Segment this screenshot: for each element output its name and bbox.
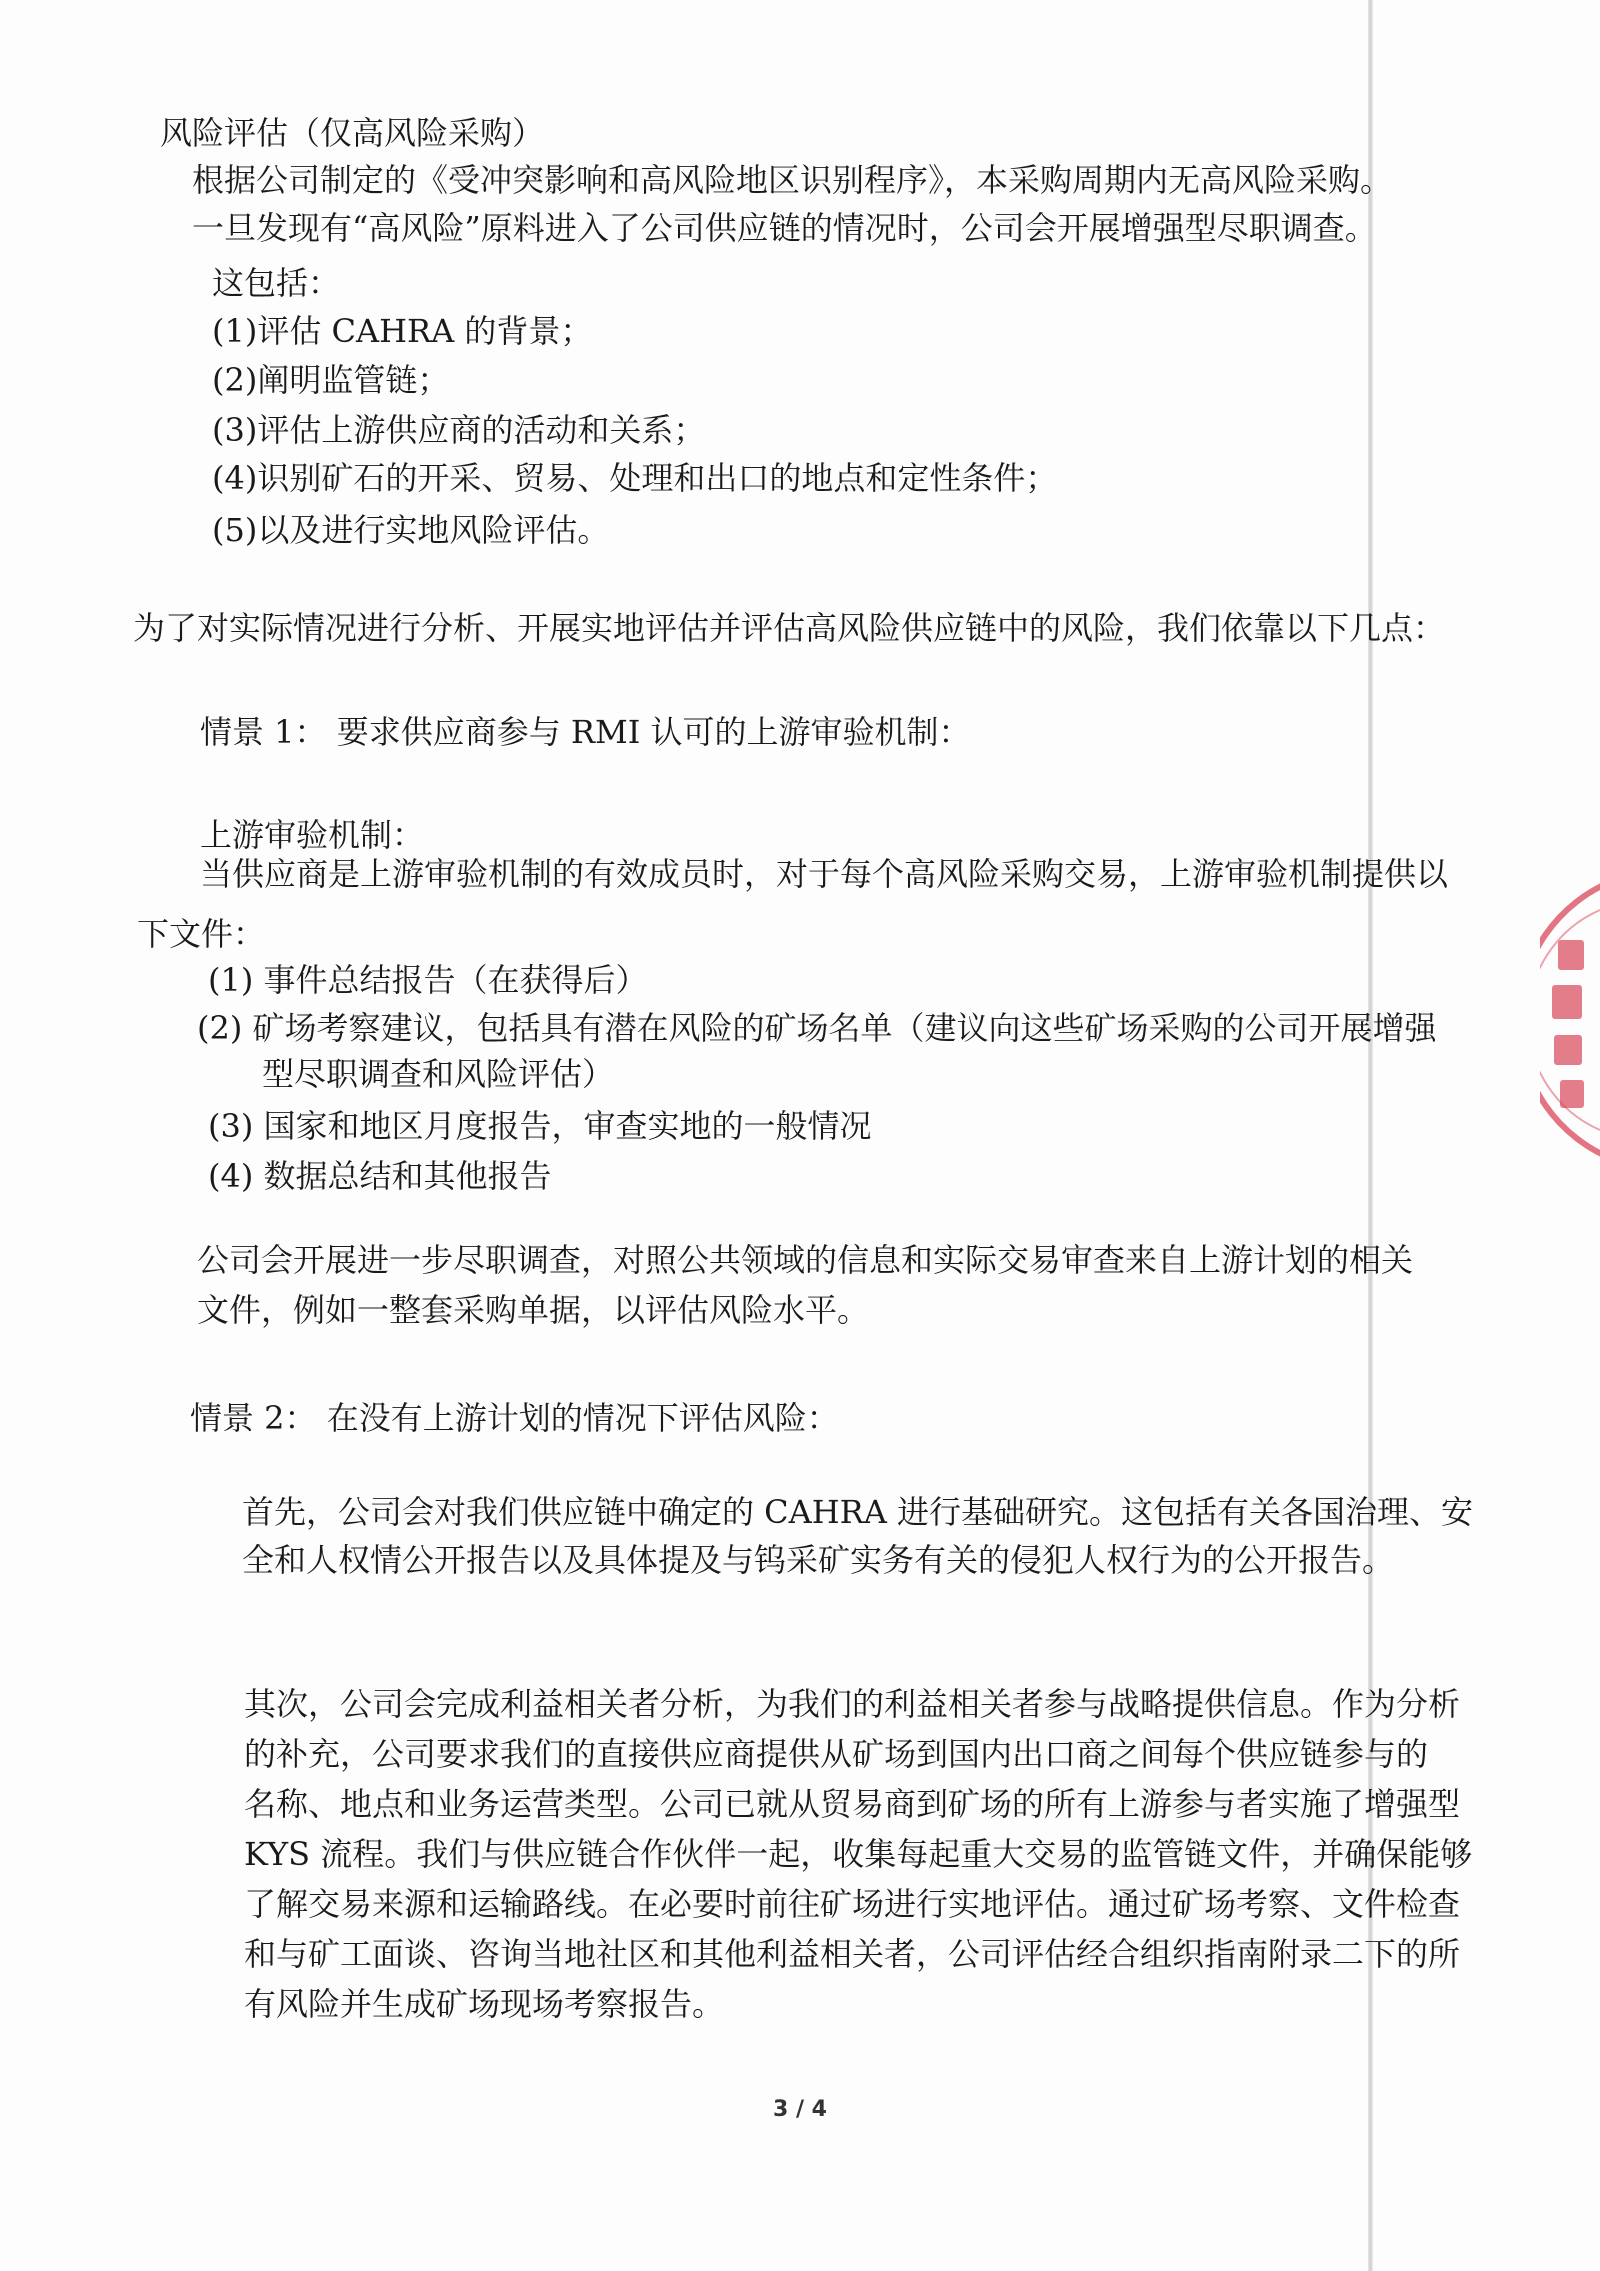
list-item: (4) 数据总结和其他报告	[208, 1157, 552, 1195]
paragraph-line: 名称、地点和业务运营类型。公司已就从贸易商到矿场的所有上游参与者实施了增强型	[244, 1785, 1461, 1823]
list-item: (3)评估上游供应商的活动和关系；	[212, 411, 706, 449]
paragraph-line: 其次，公司会完成利益相关者分析，为我们的利益相关者参与战略提供信息。作为分析	[244, 1685, 1461, 1723]
scenario1-subheading: 上游审验机制：	[200, 816, 425, 854]
paragraph-line: 根据公司制定的《受冲突影响和高风险地区识别程序》，本采购周期内无高风险采购。	[192, 161, 1393, 199]
list-item-continuation: 型尽职调查和风险评估）	[262, 1055, 615, 1093]
paragraph-line: KYS 流程。我们与供应链合作伙伴一起，收集每起重大交易的监管链文件，并确保能够	[244, 1835, 1473, 1873]
paragraph-line: 全和人权情公开报告以及具体提及与钨采矿实务有关的侵犯人权行为的公开报告。	[242, 1541, 1395, 1579]
list-item: (5)以及进行实地风险评估。	[212, 511, 610, 549]
intro-paragraph: 为了对实际情况进行分析、开展实地评估并评估高风险供应链中的风险，我们依靠以下几点：	[133, 609, 1446, 647]
paragraph-line: 公司会开展进一步尽职调查，对照公共领域的信息和实际交易审查来自上游计划的相关	[197, 1241, 1414, 1279]
scan-edge-line	[1368, 0, 1373, 2271]
company-seal-stamp	[1540, 870, 1600, 1170]
page-number: 3 / 4	[773, 2097, 827, 2122]
scenario1-heading: 情景 1： 要求供应商参与 RMI 认可的上游审验机制：	[200, 713, 971, 751]
list-item: (3) 国家和地区月度报告，审查实地的一般情况	[208, 1107, 872, 1145]
list-intro: 这包括：	[212, 264, 341, 302]
section-title: 风险评估（仅高风险采购）	[160, 114, 545, 152]
paragraph-line: 下文件：	[137, 915, 266, 953]
paragraph-line: 一旦发现有“高风险”原料进入了公司供应链的情况时，公司会开展增强型尽职调查。	[192, 209, 1377, 247]
scenario2-heading: 情景 2： 在没有上游计划的情况下评估风险：	[190, 1399, 839, 1437]
paragraph-line: 首先，公司会对我们供应链中确定的 CAHRA 进行基础研究。这包括有关各国治理、安	[242, 1493, 1474, 1531]
list-item: (2)阐明监管链；	[212, 361, 450, 399]
list-item: (1)评估 CAHRA 的背景；	[212, 312, 593, 350]
list-item: (2) 矿场考察建议，包括具有潜在风险的矿场名单（建议向这些矿场采购的公司开展增强	[197, 1009, 1437, 1047]
paragraph-line: 有风险并生成矿场现场考察报告。	[244, 1985, 725, 2023]
list-item: (4)识别矿石的开采、贸易、处理和出口的地点和定性条件；	[212, 459, 1058, 497]
list-item: (1) 事件总结报告（在获得后）	[208, 961, 648, 999]
paragraph-line: 了解交易来源和运输路线。在必要时前往矿场进行实地评估。通过矿场考察、文件检查	[244, 1885, 1461, 1923]
paragraph-line: 的补充，公司要求我们的直接供应商提供从矿场到国内出口商之间每个供应链参与的	[244, 1735, 1429, 1773]
paragraph-line: 文件，例如一整套采购单据，以评估风险水平。	[197, 1291, 870, 1329]
paragraph-line: 当供应商是上游审验机制的有效成员时，对于每个高风险采购交易，上游审验机制提供以	[200, 855, 1449, 893]
paragraph-line: 和与矿工面谈、咨询当地社区和其他利益相关者，公司评估经合组织指南附录二下的所	[244, 1935, 1461, 1973]
